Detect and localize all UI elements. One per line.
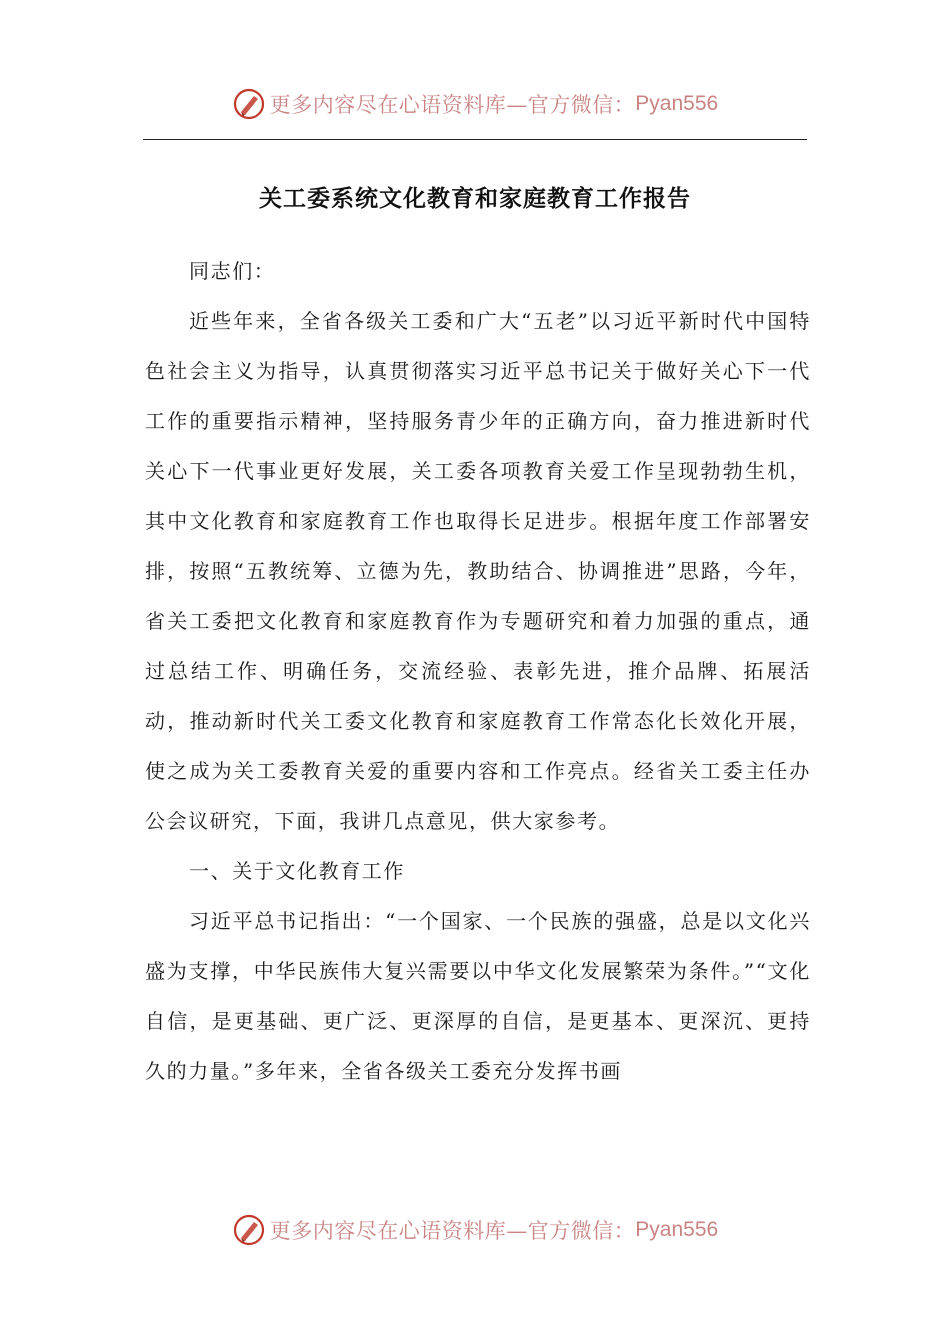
wechat-handle: Pyan556 [635,92,719,115]
wechat-handle: Pyan556 [635,1218,719,1241]
paragraph: 近些年来，全省各级关工委和广大“五老”以习近平新时代中国特色社会主义为指导，认真贯彻落实习近平总书记关于做好关心下一代工作的重要指示精神，坚持服务青少年的正确方向，奋力推进新时代关心下一代事业更好发展，关工委各项教育关爱工作呈现勃勃生机，其中文化教育和家庭教育工作也取得长足进步。根据年度工作部署安排，按照“五教统筹、立德为先，教助结合、协调推进”思路，今年，省关工委把文化教育和家庭教育作为专题研究和着力加强的重点，通过总结工作、明确任务，交流经验、表彰先进，推介品牌、拓展活动，推动新时代关工委文化教育和家庭教育工作常态化长效化开展，使之成为关工委教育关爱的重要内容和工作亮点。经省关工委主任办公会议研究，下面，我讲几点意见，供大家参考。 [145,309,811,833]
banner-text: 更多内容尽在心语资料库—官方微信： [269,1219,636,1243]
paragraph: 习近平总书记指出：“一个国家、一个民族的强盛，总是以文化兴盛为支撑，中华民族伟大复兴需要以中华文化发展繁荣为条件。”“文化自信，是更基础、更广泛、更深厚的自信，是更基本、更深沉、更持久的力量。”多年来，全省各级关工委充分发挥书画 [145,909,811,1083]
pen-logo-icon [232,1213,266,1247]
footer-banner [0,1210,950,1250]
document-title: 关工委系统文化教育和家庭教育工作报告 [259,185,691,212]
banner-text: 更多内容尽在心语资料库—官方微信： [269,93,636,117]
pen-logo-icon [232,87,266,121]
header-banner [0,84,950,124]
header-divider [143,139,807,140]
document-body [145,246,811,1096]
section-heading: 一、关于文化教育工作 [189,859,405,883]
salutation: 同志们： [189,259,276,283]
